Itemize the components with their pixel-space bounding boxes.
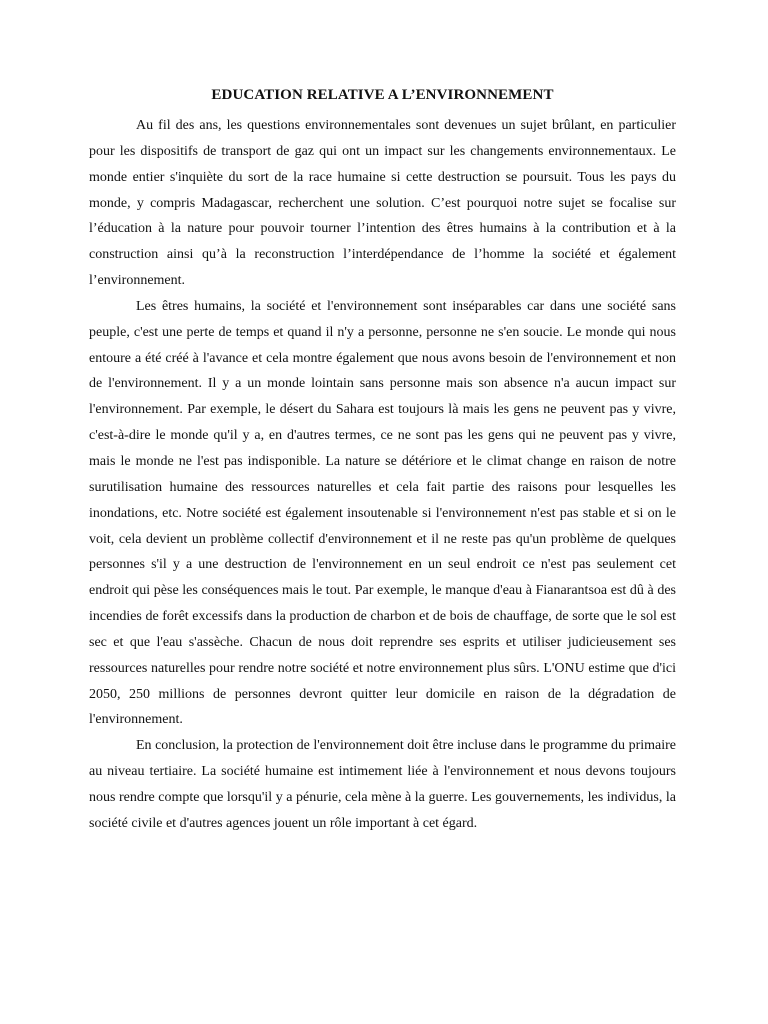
document-title: EDUCATION RELATIVE A L’ENVIRONNEMENT [211, 87, 554, 103]
document-page [89, 83, 676, 837]
paragraph-introduction: Au fil des ans, les questions environnementales sont devenues un sujet brûlant, en particulier pour les dispositifs de transport de gaz qui ont un impact sur les changements environnementaux. Le monde entier s'inquiète du sort de la race humaine si cette destruction se poursuit. Tous les pays du monde, y compris Madagascar, recherchent une solution. C’est pourquoi notre sujet se focalise sur l’éducation à la nature pour pouvoir tourner l’intention des êtres humains à la contribution et à la construction ainsi qu’à la reconstruction l’interdépendance de l’homme la société et également l’environnement. [89, 118, 676, 289]
paragraph-conclusion: En conclusion, la protection de l'environnement doit être incluse dans le programme du primaire au niveau tertiaire. La société humaine est intimement liée à l'environnement et nous devons toujours nous rendre compte que lorsqu'il y a pénurie, cela mène à la guerre. Les gouvernements, les individus, la société civile et d'autres agences jouent un rôle important à cet égard. [89, 738, 676, 831]
paragraph-body: Les êtres humains, la société et l'environnement sont inséparables car dans une société sans peuple, c'est une perte de temps et quand il n'y a personne, personne ne s'en soucie. Le monde qui nous entoure a été créé à l'avance et cela montre également que nous avons besoin de l'environnement et non de l'environnement. Il y a un monde lointain sans personne mais son absence n'a aucun impact sur l'environnement. Par exemple, le désert du Sahara est toujours là mais les gens ne peuvent pas y vivre, c'est-à-dire le monde qu'il y a, en d'autres termes, ce ne sont pas les gens qui ne peuvent pas y vivre, mais le monde ne l'est pas indisponible. La nature se détériore et le climat change en raison de notre surutilisation humaine des ressources naturelles et cela fait partie des raisons pour lesquelles les inondations, etc. Notre société est également insoutenable si l'environnement n'est pas stable et si on le voit, cela devient un problème collectif d'environnement et il ne reste pas qu'un problème de quelques personnes s'il y a une destruction de l'environnement en un seul endroit ce n'est pas seulement cet endroit qui pèse les conséquences mais le tout. Par exemple, le manque d'eau à Fianarantsoa est dû à des incendies de forêt excessifs dans la production de charbon et de bois de chauffage, de sorte que le sol est sec et que l'eau s'assèche. Chacun de nous doit reprendre ses esprits et utiliser judicieusement ses ressources naturelles pour rendre notre société et notre environnement plus sûrs. L'ONU estime que d'ici 2050, 250 millions de personnes devront quitter leur domicile en raison de la dégradation de l'environnement. [89, 298, 676, 728]
